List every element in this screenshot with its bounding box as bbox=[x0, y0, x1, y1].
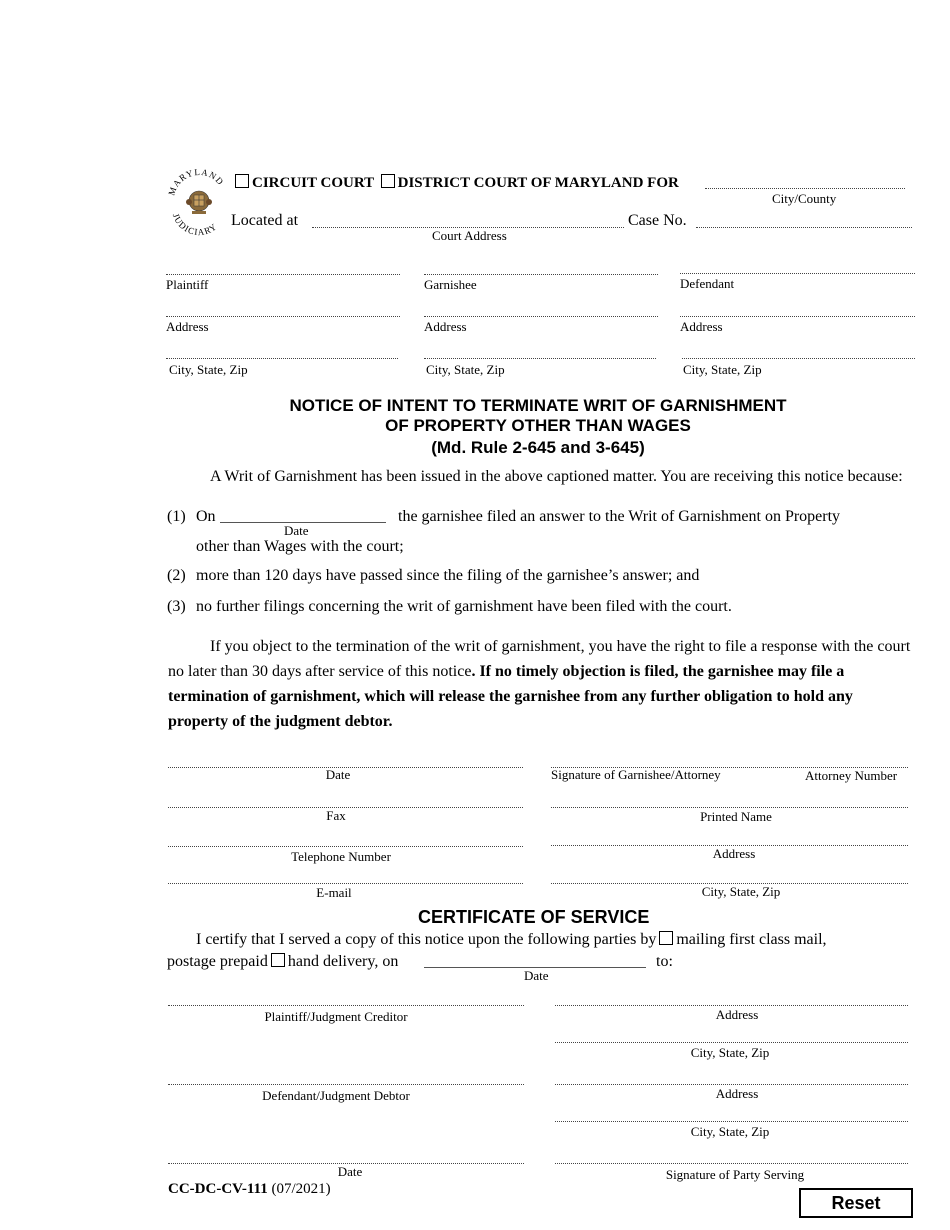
item3-number: (3) bbox=[167, 598, 186, 615]
defendant-debtor-city-line bbox=[555, 1121, 908, 1122]
plaintiff-city-input[interactable] bbox=[166, 340, 398, 358]
plaintiff-line bbox=[166, 274, 400, 275]
item1-text-continued: other than Wages with the court; bbox=[196, 538, 404, 555]
notice-title-line2: OF PROPERTY OTHER THAN WAGES bbox=[385, 416, 691, 435]
certificate-line1-text: I certify that I served a copy of this notice upon the following parties by bbox=[196, 931, 657, 948]
service-sign-date-label: Date bbox=[337, 1164, 363, 1179]
defendant-debtor-line bbox=[168, 1084, 524, 1085]
party-serving-signature-input[interactable] bbox=[555, 1146, 908, 1164]
sig-date-label: Date bbox=[325, 767, 351, 782]
reset-button[interactable]: Reset bbox=[799, 1188, 913, 1218]
plaintiff-creditor-city-label: City, State, Zip bbox=[690, 1045, 770, 1060]
sig-address-label: Address bbox=[712, 846, 756, 861]
plaintiff-creditor-input[interactable] bbox=[168, 988, 524, 1006]
item2-number: (2) bbox=[167, 567, 186, 584]
defendant-label: Defendant bbox=[680, 276, 735, 291]
signature-label: Signature of Garnishee/Attorney bbox=[551, 767, 721, 782]
certificate-line1 bbox=[196, 931, 827, 949]
telephone-label: Telephone Number bbox=[291, 849, 391, 864]
svg-text:JUDICIARY: JUDICIARY bbox=[170, 212, 220, 238]
form-number-date: (07/2021) bbox=[271, 1181, 331, 1197]
plaintiff-creditor-label: Plaintiff/Judgment Creditor bbox=[264, 1009, 408, 1024]
defendant-input[interactable] bbox=[680, 256, 915, 274]
defendant-address-line bbox=[680, 316, 915, 317]
court-address-label: Court Address bbox=[432, 228, 507, 243]
plaintiff-address-input[interactable] bbox=[166, 298, 400, 316]
sig-city-label: City, State, Zip bbox=[701, 884, 781, 899]
plaintiff-creditor-city-line bbox=[555, 1042, 908, 1043]
hand-delivery-checkbox[interactable] bbox=[271, 953, 285, 967]
item3-text: no further filings concerning the writ of garnishment have been filed with the court. bbox=[196, 598, 732, 615]
garnishee-line bbox=[424, 274, 658, 275]
defendant-city-line bbox=[682, 358, 915, 359]
mail-checkbox[interactable] bbox=[659, 931, 673, 945]
plaintiff-address-label: Address bbox=[166, 319, 209, 334]
item1-text: the garnishee filed an answer to the Writ of Garnishment on Property bbox=[398, 508, 841, 525]
garnishee-address-input[interactable] bbox=[424, 298, 658, 316]
objection-bold-text: . If no timely objection is filed, the garnishee may file a termination of garnishment, which will release the garnishee from any further obligation to hold any property of the judgment debtor. bbox=[168, 663, 853, 730]
circuit-court-checkbox[interactable] bbox=[235, 174, 249, 188]
plaintiff-input[interactable] bbox=[166, 256, 400, 274]
garnishee-address-line bbox=[424, 316, 658, 317]
case-number-label: Case No. bbox=[628, 212, 687, 229]
item1-on: On bbox=[196, 508, 216, 525]
case-number-line bbox=[696, 227, 912, 228]
garnishee-city-line bbox=[424, 358, 656, 359]
certificate-title: CERTIFICATE OF SERVICE bbox=[418, 907, 650, 927]
garnishee-city-label: City, State, Zip bbox=[426, 362, 505, 377]
garnishee-label: Garnishee bbox=[424, 277, 477, 292]
answer-date-label: Date bbox=[284, 523, 309, 538]
hand-delivery-label: hand delivery, on bbox=[287, 953, 399, 970]
plaintiff-city-line bbox=[166, 358, 398, 359]
signature-input[interactable] bbox=[551, 750, 908, 768]
email-line bbox=[168, 883, 523, 884]
email-label: E-mail bbox=[316, 885, 352, 900]
defendant-debtor-address-label: Address bbox=[715, 1086, 759, 1101]
notice-title-line1: NOTICE OF INTENT TO TERMINATE WRIT OF GARNISHMENT bbox=[289, 396, 787, 415]
form-number bbox=[168, 1181, 331, 1198]
defendant-debtor-address-input[interactable] bbox=[555, 1067, 908, 1085]
objection-paragraph bbox=[168, 634, 912, 734]
printed-name-line bbox=[551, 807, 908, 808]
plaintiff-creditor-line bbox=[168, 1005, 524, 1006]
garnishee-address-label: Address bbox=[424, 319, 467, 334]
printed-name-label: Printed Name bbox=[700, 809, 772, 824]
plaintiff-address-line bbox=[166, 316, 400, 317]
fax-input[interactable] bbox=[168, 790, 523, 808]
plaintiff-creditor-address-line bbox=[555, 1005, 908, 1006]
certificate-line2 bbox=[167, 953, 398, 971]
defendant-address-input[interactable] bbox=[680, 298, 915, 316]
circuit-court-label: CIRCUIT COURT bbox=[252, 175, 374, 191]
service-date-label: Date bbox=[524, 968, 549, 983]
postage-prepaid-label: postage prepaid bbox=[167, 953, 268, 970]
plaintiff-creditor-address-label: Address bbox=[715, 1007, 759, 1022]
plaintiff-label: Plaintiff bbox=[166, 277, 209, 292]
maryland-judiciary-seal bbox=[166, 164, 230, 238]
party-serving-signature-line bbox=[555, 1163, 908, 1164]
printed-name-input[interactable] bbox=[551, 790, 908, 808]
city-county-line bbox=[705, 188, 905, 189]
defendant-city-input[interactable] bbox=[682, 340, 915, 358]
defendant-debtor-city-label: City, State, Zip bbox=[690, 1124, 770, 1139]
objection-regular-text: If you object to the termination of the writ of garnishment, you have the right to file a response with the court no later than 30 days after service of this notice bbox=[168, 638, 911, 680]
defendant-debtor-city-input[interactable] bbox=[555, 1104, 908, 1122]
certificate-to: to: bbox=[656, 953, 673, 970]
attorney-number-label: Attorney Number bbox=[805, 768, 898, 783]
garnishee-city-input[interactable] bbox=[424, 340, 656, 358]
email-input[interactable] bbox=[168, 866, 523, 884]
item2-text: more than 120 days have passed since the filing of the garnishee’s answer; and bbox=[196, 567, 700, 584]
defendant-debtor-address-line bbox=[555, 1084, 908, 1085]
plaintiff-city-label: City, State, Zip bbox=[169, 362, 248, 377]
telephone-line bbox=[168, 846, 523, 847]
city-county-label: City/County bbox=[772, 191, 837, 206]
form-number-code: CC-DC-CV-111 bbox=[168, 1181, 268, 1197]
defendant-city-label: City, State, Zip bbox=[683, 362, 762, 377]
plaintiff-creditor-address-input[interactable] bbox=[555, 988, 908, 1006]
district-court-checkbox[interactable] bbox=[381, 174, 395, 188]
svg-text:MARYLAND: MARYLAND bbox=[166, 166, 226, 197]
plaintiff-creditor-city-input[interactable] bbox=[555, 1025, 908, 1043]
notice-title-line3: (Md. Rule 2-645 and 3-645) bbox=[431, 438, 645, 457]
defendant-debtor-label: Defendant/Judgment Debtor bbox=[262, 1088, 410, 1103]
garnishee-input[interactable] bbox=[424, 256, 658, 274]
party-serving-signature-label: Signature of Party Serving bbox=[665, 1167, 805, 1182]
mail-label: mailing first class mail, bbox=[676, 931, 827, 948]
defendant-address-label: Address bbox=[680, 319, 723, 334]
defendant-debtor-input[interactable] bbox=[168, 1067, 524, 1085]
service-sign-date-input[interactable] bbox=[168, 1146, 524, 1164]
notice-intro: A Writ of Garnishment has been issued in the above captioned matter. You are receiving this notice because: bbox=[210, 468, 903, 485]
telephone-input[interactable] bbox=[168, 829, 523, 847]
defendant-line bbox=[680, 273, 915, 274]
fax-label: Fax bbox=[326, 808, 346, 823]
located-at-label: Located at bbox=[231, 212, 299, 229]
item1-number: (1) bbox=[167, 508, 186, 525]
court-selection-row bbox=[232, 174, 679, 192]
sig-address-input[interactable] bbox=[551, 828, 908, 846]
sig-city-input[interactable] bbox=[551, 866, 908, 884]
sig-date-input[interactable] bbox=[168, 750, 523, 768]
district-court-label: DISTRICT COURT OF MARYLAND FOR bbox=[397, 175, 679, 191]
